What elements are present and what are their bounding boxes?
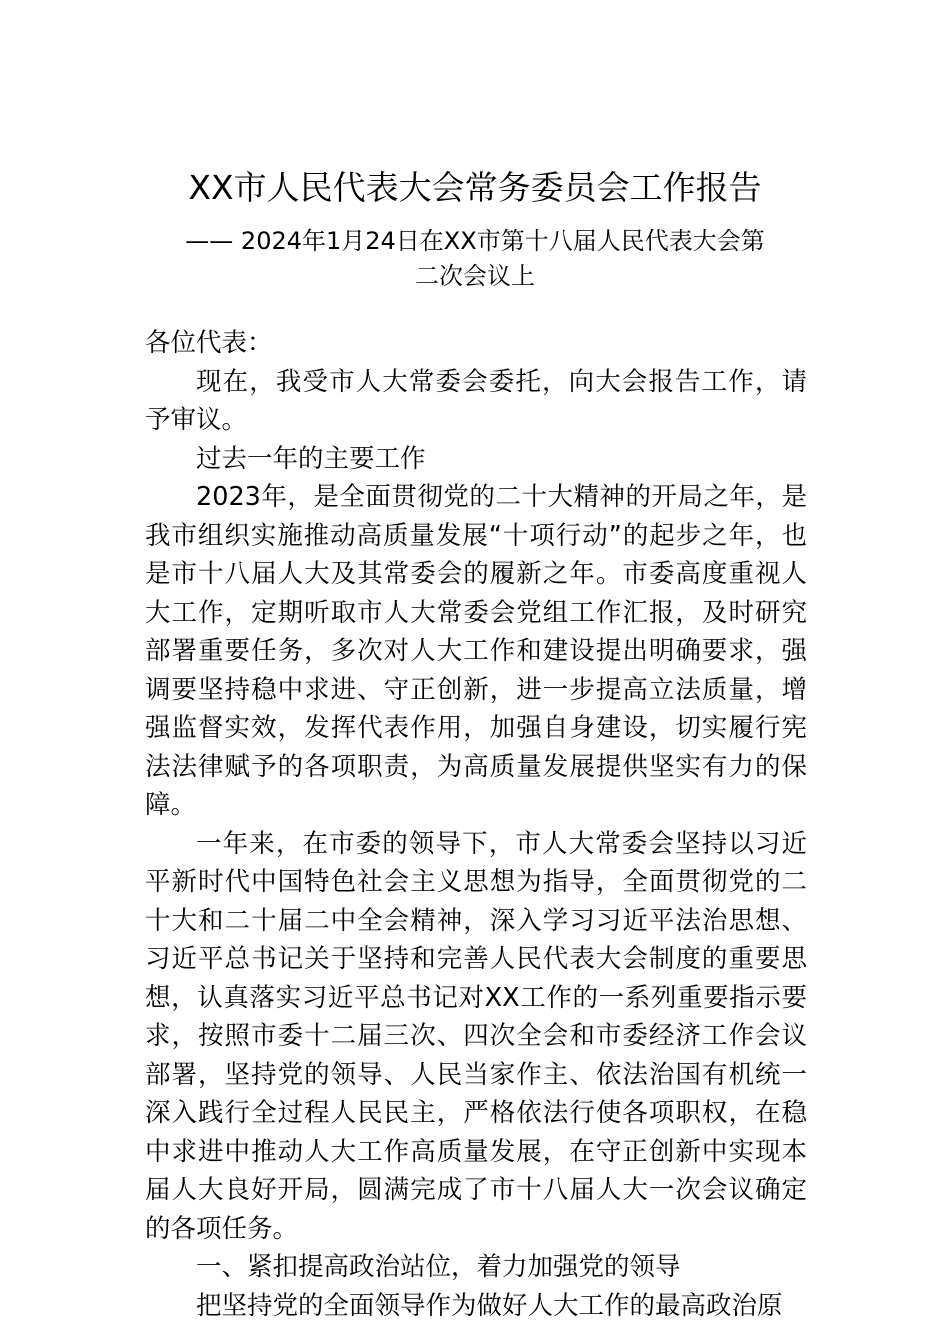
document-subtitle bbox=[130, 224, 820, 294]
section-heading-past-year: 过去一年的主要工作 bbox=[196, 443, 426, 474]
subtitle-line-1: —— 2024年1月24日在XX市第十八届人民代表大会第 bbox=[185, 227, 765, 255]
document-title: XX市人民代表大会常务委员会工作报告 bbox=[188, 168, 762, 207]
paragraph-party-leadership: 把坚持党的全面领导作为做好人大工作的最高政治原 bbox=[196, 1290, 783, 1321]
paragraph-year-review: 一年来，在市委的领导下，市人大常委会坚持以习近平新时代中国特色社会主义思想为指导，全面贯彻党的二十大和二十届二中全会精神，深入学习习近平法治思想、习近平总书记关于坚持和完善人民代表大会制度的重要思想，认真落实习近平总书记对XX工作的一系列重要指示要求，按照市委十二届三次、四次全会和市委经济工作会议部署，坚持党的领导、人民当家作主、依法治国有机统一深入践行全过程人民民主，严格依法行使各项职权，在稳中求进中推动人大工作高质量发展，在守正创新中实现本届人大良好开局，圆满完成了市十八届人大一次会议确定的各项任务。 bbox=[145, 828, 807, 1244]
section-heading-one: 一、紧扣提高政治站位，着力加强党的领导 bbox=[196, 1252, 681, 1282]
paragraph-2023-overview: 2023年，是全面贯彻党的二十大精神的开局之年，是我市组织实施推动高质量发展“十项行动”的起步之年，也是市十八届人大及其常委会的履新之年。市委高度重视人大工作，定期听取市人大常委会党组工作汇报，及时研究部署重要任务，多次对人大工作和建设提出明确要求，强调要坚持稳中求进、守正创新，进一步提高立法质量，增强监督实效，发挥代表作用，加强自身建设，切实履行宪法法律赋予的各项职责，为高质量发展提供坚实有力的保障。 bbox=[145, 482, 807, 820]
paragraph-intro: 现在，我受市人大常委会委托，向大会报告工作，请予审议。 bbox=[145, 366, 807, 435]
greeting: 各位代表： bbox=[145, 328, 273, 358]
subtitle-line-2: 二次会议上 bbox=[415, 262, 535, 290]
document-body bbox=[145, 324, 807, 1325]
